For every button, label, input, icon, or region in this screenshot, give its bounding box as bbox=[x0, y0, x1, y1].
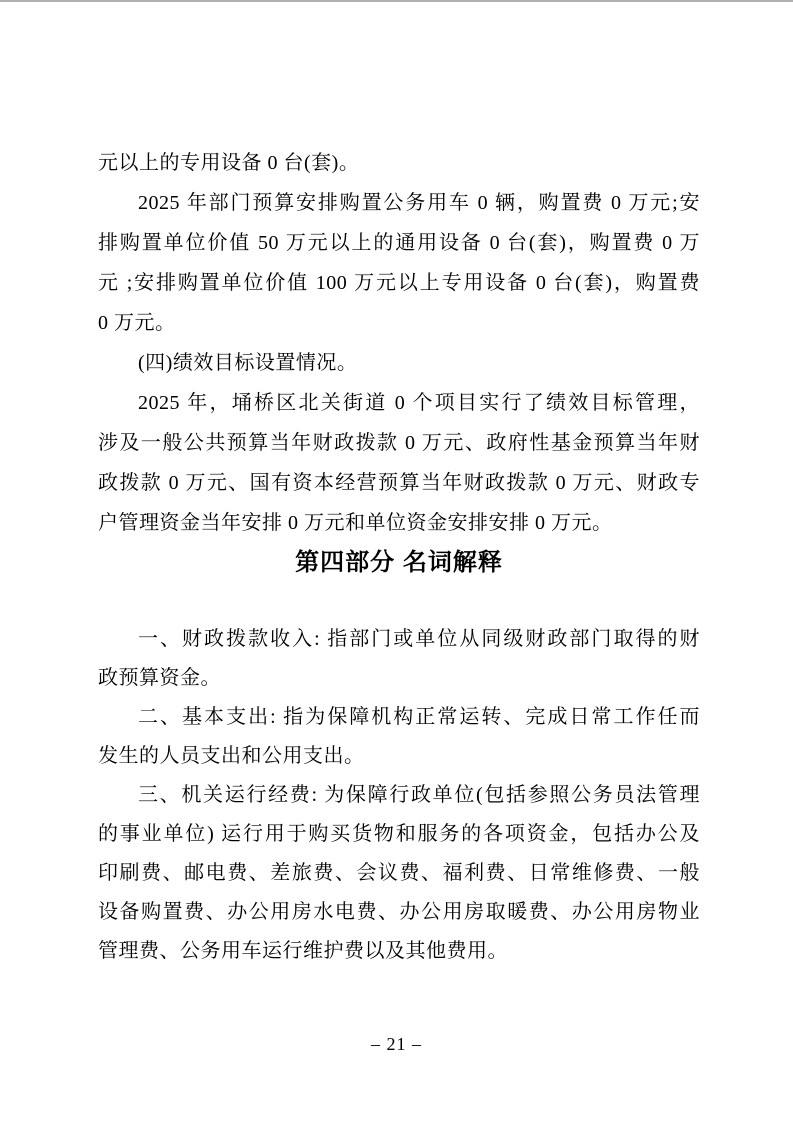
text-line: 的事业单位) 运行用于购买货物和服务的各项资金，包括办公及 bbox=[98, 823, 700, 845]
definition-basic-expenditure bbox=[98, 698, 700, 776]
text-line: 一、财政拨款收入: 指部门或单位从同级财政部门取得的财 bbox=[138, 628, 700, 650]
definition-agency-operating-expenses bbox=[98, 776, 700, 971]
page-footer bbox=[0, 1033, 793, 1055]
text-line: 设备购置费、办公用房水电费、办公用房取暖费、办公用房物业 bbox=[98, 901, 700, 923]
text-line: 2025 年，埇桥区北关街道 0 个项目实行了绩效目标管理， bbox=[138, 392, 700, 414]
text-line: (四)绩效目标设置情况。 bbox=[138, 352, 358, 374]
text-line: 印刷费、邮电费、差旅费、会议费、福利费、日常维修费、一般 bbox=[98, 862, 700, 884]
document-body bbox=[98, 0, 700, 971]
text-line: 三、机关运行经费: 为保障行政单位(包括参照公务员法管理 bbox=[138, 784, 700, 806]
paragraph-performance-targets-detail bbox=[98, 383, 700, 543]
paragraph-continuation bbox=[98, 143, 700, 183]
section-heading: 第四部分 名词解释 bbox=[295, 549, 503, 576]
text-line: 发生的人员支出和公用支出。 bbox=[98, 745, 365, 767]
text-line: 政拨款 0 万元、国有资本经营预算当年财政拨款 0 万元、财政专 bbox=[98, 472, 700, 494]
text-line: 二、基本支出: 指为保障机构正常运转、完成日常工作任而 bbox=[138, 706, 700, 728]
text-line: 2025 年部门预算安排购置公务用车 0 辆，购置费 0 万元;安 bbox=[138, 192, 700, 214]
text-line: 元 ;安排购置单位价值 100 万元以上专用设备 0 台(套)，购置费 bbox=[98, 272, 700, 294]
text-line: 元以上的专用设备 0 台(套)。 bbox=[98, 152, 360, 174]
text-line: 政预算资金。 bbox=[98, 667, 221, 689]
text-line: 涉及一般公共预算当年财政拨款 0 万元、政府性基金预算当年财 bbox=[98, 432, 700, 454]
paragraph-vehicle-procurement bbox=[98, 183, 700, 343]
text-line: 0 万元。 bbox=[98, 312, 176, 334]
paragraph-performance-targets-title bbox=[98, 343, 700, 383]
text-line: 管理费、公务用车运行维护费以及其他费用。 bbox=[98, 940, 508, 962]
page-number: – 21 – bbox=[371, 1034, 422, 1054]
text-line: 户管理资金当年安排 0 万元和单位资金安排安排 0 万元。 bbox=[98, 512, 613, 534]
definition-fiscal-appropriation-income bbox=[98, 620, 700, 698]
text-line: 排购置单位价值 50 万元以上的通用设备 0 台(套)，购置费 0 万 bbox=[98, 232, 700, 254]
